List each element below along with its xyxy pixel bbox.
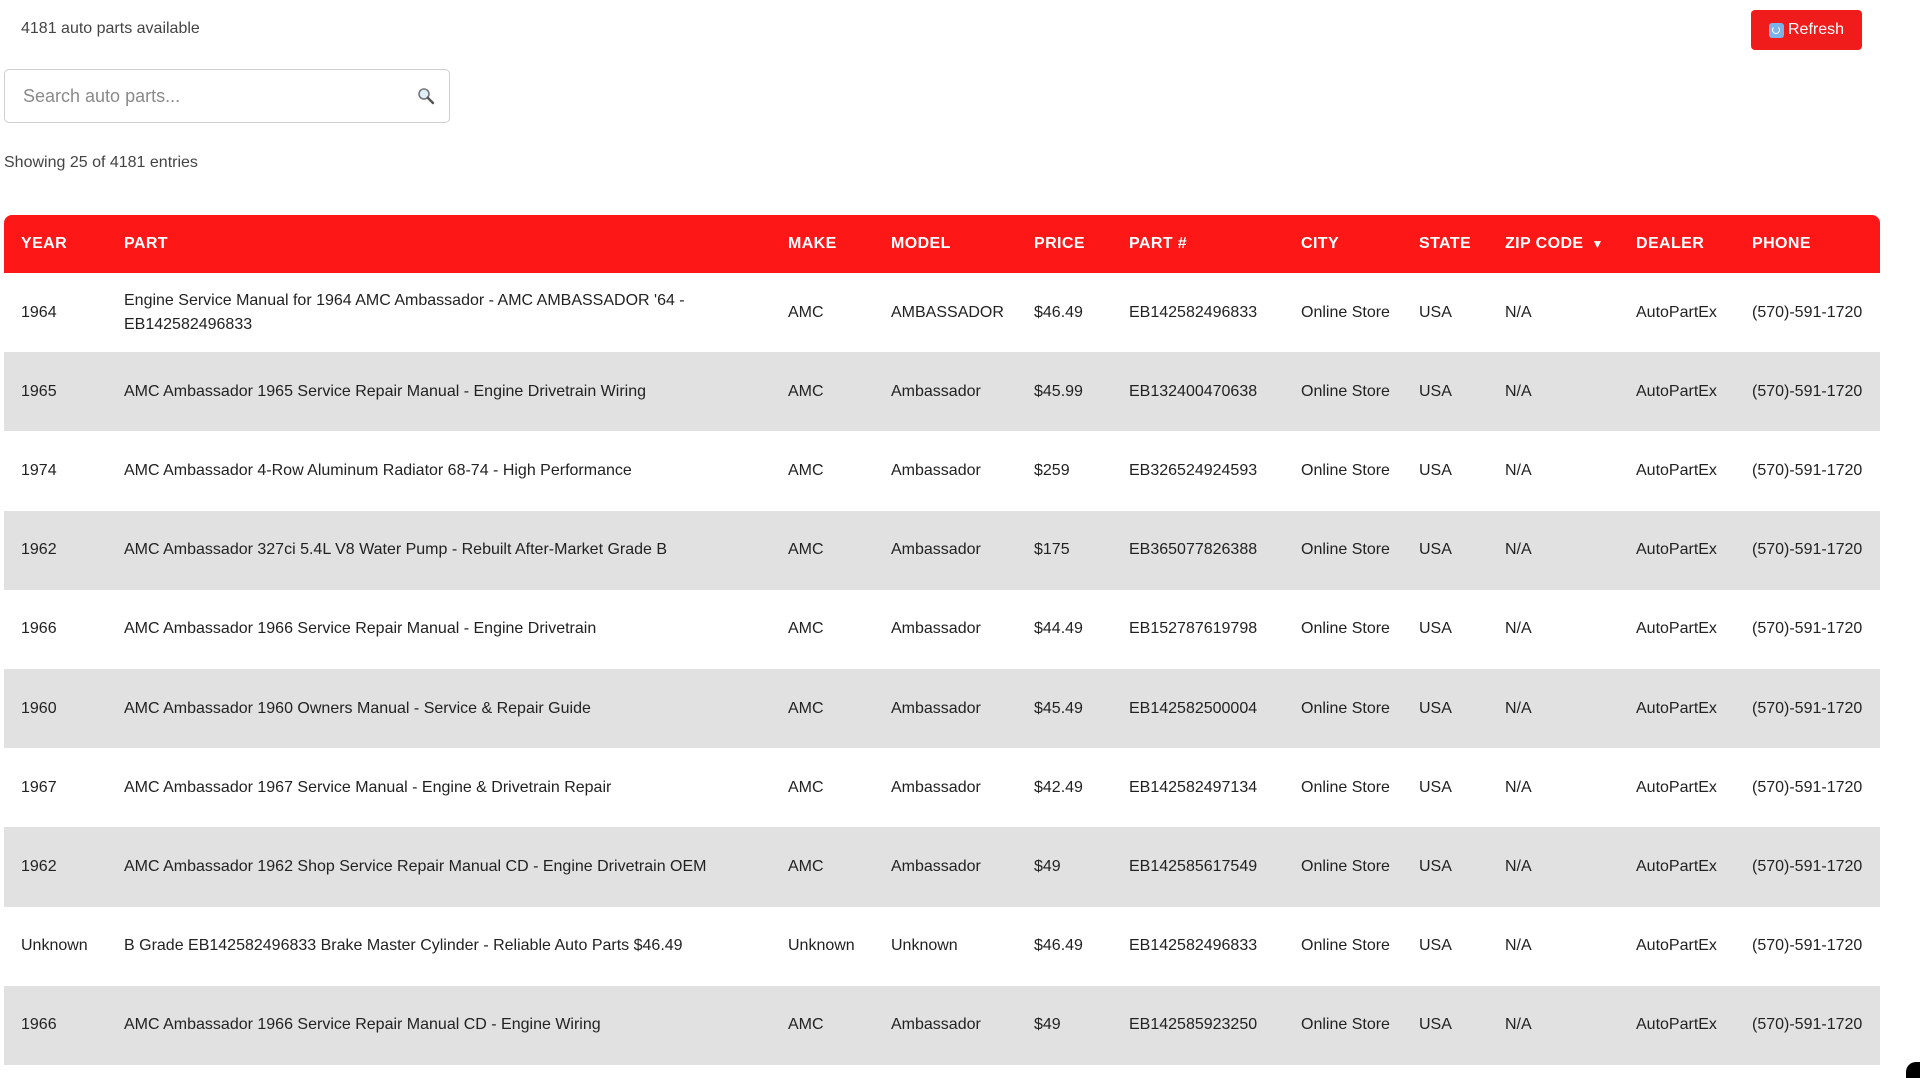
cell-part-number: EB326524924593: [1129, 461, 1258, 479]
cell-model: Ambassador: [891, 461, 981, 479]
cell-phone: (570)-591-1720: [1752, 778, 1863, 796]
cell-state: USA: [1419, 620, 1452, 638]
cell-year: 1966: [21, 1016, 57, 1034]
cell-state: USA: [1419, 461, 1452, 479]
table-body: [4, 273, 1880, 1065]
parts-table: [4, 215, 1880, 1065]
cell-city: Online Store: [1301, 778, 1390, 796]
cell-zip-code: N/A: [1505, 620, 1532, 638]
cell-part-number: EB142582496833: [1129, 937, 1258, 955]
cell-dealer: AutoPartEx: [1636, 620, 1717, 638]
cell-part-number: EB152787619798: [1129, 620, 1258, 638]
cell-make: AMC: [788, 541, 824, 559]
table-row[interactable]: [4, 986, 1880, 1065]
cell-city: Online Store: [1301, 541, 1390, 559]
table-row[interactable]: [4, 590, 1880, 669]
cell-zip-code: N/A: [1505, 541, 1532, 559]
column-header-dealer[interactable]: DEALER: [1636, 235, 1705, 252]
cell-part: AMC Ambassador 1966 Service Repair Manual - Engine Drivetrain: [124, 620, 597, 638]
cell-phone: (570)-591-1720: [1752, 620, 1863, 638]
cell-make: AMC: [788, 857, 824, 875]
cell-state: USA: [1419, 699, 1452, 717]
column-header-year[interactable]: YEAR: [21, 235, 68, 252]
cell-zip-code: N/A: [1505, 857, 1532, 875]
cell-year: 1974: [21, 461, 57, 479]
cell-zip-code: N/A: [1505, 937, 1532, 955]
cell-price: $46.49: [1034, 303, 1083, 321]
cell-dealer: AutoPartEx: [1636, 382, 1717, 400]
cell-part: AMC Ambassador 1965 Service Repair Manual - Engine Drivetrain Wiring: [124, 382, 646, 400]
cell-model: Ambassador: [891, 857, 981, 875]
available-count-text: 4181 auto parts available: [21, 20, 200, 37]
cell-state: USA: [1419, 382, 1452, 400]
cell-city: Online Store: [1301, 461, 1390, 479]
cell-zip-code: N/A: [1505, 778, 1532, 796]
cell-part: AMC Ambassador 1967 Service Manual - Engine & Drivetrain Repair: [124, 778, 612, 796]
cell-model: Ambassador: [891, 620, 981, 638]
showing-entries-text: Showing 25 of 4181 entries: [4, 154, 198, 171]
cell-phone: (570)-591-1720: [1752, 937, 1863, 955]
column-header-state[interactable]: STATE: [1419, 235, 1472, 252]
cell-part-number: EB142585617549: [1129, 857, 1258, 875]
cell-price: $175: [1034, 541, 1070, 559]
cell-make: AMC: [788, 778, 824, 796]
cell-part: AMC Ambassador 327ci 5.4L V8 Water Pump - Rebuilt After-Market Grade B: [124, 541, 668, 559]
cell-make: AMC: [788, 461, 824, 479]
cell-price: $259: [1034, 461, 1070, 479]
cell-city: Online Store: [1301, 620, 1390, 638]
cell-zip-code: N/A: [1505, 382, 1532, 400]
cell-zip-code: N/A: [1505, 1016, 1532, 1034]
cell-part-number: EB142582496833: [1129, 303, 1258, 321]
cell-city: Online Store: [1301, 1016, 1390, 1034]
cell-model: Unknown: [891, 937, 958, 955]
cell-city: Online Store: [1301, 857, 1390, 875]
cell-price: $44.49: [1034, 620, 1083, 638]
cell-dealer: AutoPartEx: [1636, 937, 1717, 955]
cell-model: Ambassador: [891, 1016, 981, 1034]
cell-model: Ambassador: [891, 699, 981, 717]
table-row[interactable]: [4, 669, 1880, 748]
cell-dealer: AutoPartEx: [1636, 303, 1717, 321]
cell-dealer: AutoPartEx: [1636, 541, 1717, 559]
table-row[interactable]: [4, 511, 1880, 590]
cell-part: AMC Ambassador 1966 Service Repair Manual CD - Engine Wiring: [124, 1016, 601, 1034]
cell-dealer: AutoPartEx: [1636, 857, 1717, 875]
table-row[interactable]: [4, 352, 1880, 431]
cell-year: 1966: [21, 620, 57, 638]
top-bar: [0, 0, 1920, 60]
cell-year: Unknown: [21, 937, 88, 955]
column-header-zip-code-label: ZIP CODE: [1505, 235, 1584, 252]
cell-year: 1964: [21, 303, 57, 321]
cell-state: USA: [1419, 778, 1452, 796]
cell-zip-code: N/A: [1505, 699, 1532, 717]
search-input[interactable]: [5, 70, 385, 122]
cell-part: AMC Ambassador 1962 Shop Service Repair Manual CD - Engine Drivetrain OEM: [124, 857, 707, 875]
cell-price: $42.49: [1034, 778, 1083, 796]
cell-city: Online Store: [1301, 382, 1390, 400]
cell-part: AMC Ambassador 1960 Owners Manual - Service & Repair Guide: [124, 699, 591, 717]
column-header-city[interactable]: CITY: [1301, 235, 1340, 252]
cell-part-number: EB365077826388: [1129, 541, 1258, 559]
cell-part-number: EB142585923250: [1129, 1016, 1258, 1034]
cell-phone: (570)-591-1720: [1752, 461, 1863, 479]
cell-part-number: EB132400470638: [1129, 382, 1258, 400]
cell-phone: (570)-591-1720: [1752, 303, 1863, 321]
column-header-phone[interactable]: PHONE: [1752, 235, 1811, 252]
cell-part: AMC Ambassador 4-Row Aluminum Radiator 68-74 - High Performance: [124, 461, 632, 479]
cell-model: AMBASSADOR: [891, 303, 1004, 321]
column-header-part[interactable]: PART: [124, 235, 168, 252]
cell-make: Unknown: [788, 937, 855, 955]
cell-price: $49: [1034, 1016, 1061, 1034]
column-header-model[interactable]: MODEL: [891, 235, 951, 252]
cell-phone: (570)-591-1720: [1752, 699, 1863, 717]
cell-city: Online Store: [1301, 303, 1390, 321]
cell-year: 1962: [21, 541, 57, 559]
cell-make: AMC: [788, 382, 824, 400]
column-header-price[interactable]: PRICE: [1034, 235, 1085, 252]
window-corner: [1906, 1062, 1920, 1078]
cell-dealer: AutoPartEx: [1636, 778, 1717, 796]
table-row[interactable]: [4, 431, 1880, 510]
cell-price: $45.49: [1034, 699, 1083, 717]
cell-make: AMC: [788, 1016, 824, 1034]
parts-table-container: [4, 215, 1880, 1065]
cell-year: 1967: [21, 778, 57, 796]
cell-part: B Grade EB142582496833 Brake Master Cylinder - Reliable Auto Parts $46.49: [124, 937, 683, 955]
cell-price: $45.99: [1034, 382, 1083, 400]
cell-part-number: EB142582497134: [1129, 778, 1258, 796]
cell-state: USA: [1419, 303, 1452, 321]
search-box: [4, 69, 450, 123]
refresh-icon: [1769, 23, 1784, 38]
cell-state: USA: [1419, 857, 1452, 875]
cell-phone: (570)-591-1720: [1752, 382, 1863, 400]
table-row[interactable]: [4, 273, 1880, 352]
cell-zip-code: N/A: [1505, 303, 1532, 321]
search-icon[interactable]: [417, 87, 435, 105]
sort-descending-icon: ▼: [1591, 237, 1604, 251]
cell-state: USA: [1419, 937, 1452, 955]
cell-zip-code: N/A: [1505, 461, 1532, 479]
cell-part-number: EB142582500004: [1129, 699, 1258, 717]
cell-city: Online Store: [1301, 699, 1390, 717]
cell-year: 1960: [21, 699, 57, 717]
cell-dealer: AutoPartEx: [1636, 699, 1717, 717]
cell-phone: (570)-591-1720: [1752, 857, 1863, 875]
cell-phone: (570)-591-1720: [1752, 1016, 1863, 1034]
cell-year: 1962: [21, 857, 57, 875]
refresh-label: Refresh: [1787, 21, 1845, 38]
cell-phone: (570)-591-1720: [1752, 541, 1863, 559]
column-header-part-number[interactable]: PART #: [1129, 235, 1188, 252]
cell-model: Ambassador: [891, 778, 981, 796]
cell-make: AMC: [788, 620, 824, 638]
cell-city: Online Store: [1301, 937, 1390, 955]
refresh-button[interactable]: [1751, 10, 1862, 50]
cell-make: AMC: [788, 303, 824, 321]
cell-dealer: AutoPartEx: [1636, 1016, 1717, 1034]
table-row[interactable]: [4, 748, 1880, 827]
table-header-row: [4, 215, 1880, 273]
cell-part: Engine Service Manual for 1964 AMC Ambassador - AMC AMBASSADOR '64 - EB142582496833: [124, 291, 685, 333]
cell-state: USA: [1419, 1016, 1452, 1034]
cell-state: USA: [1419, 541, 1452, 559]
column-header-make[interactable]: MAKE: [788, 235, 837, 252]
cell-year: 1965: [21, 382, 57, 400]
table-row[interactable]: [4, 827, 1880, 906]
cell-model: Ambassador: [891, 382, 981, 400]
cell-price: $49: [1034, 857, 1061, 875]
cell-price: $46.49: [1034, 937, 1083, 955]
cell-make: AMC: [788, 699, 824, 717]
column-header-zip-code[interactable]: [1488, 215, 1619, 273]
cell-dealer: AutoPartEx: [1636, 461, 1717, 479]
table-row[interactable]: [4, 907, 1880, 986]
cell-model: Ambassador: [891, 541, 981, 559]
